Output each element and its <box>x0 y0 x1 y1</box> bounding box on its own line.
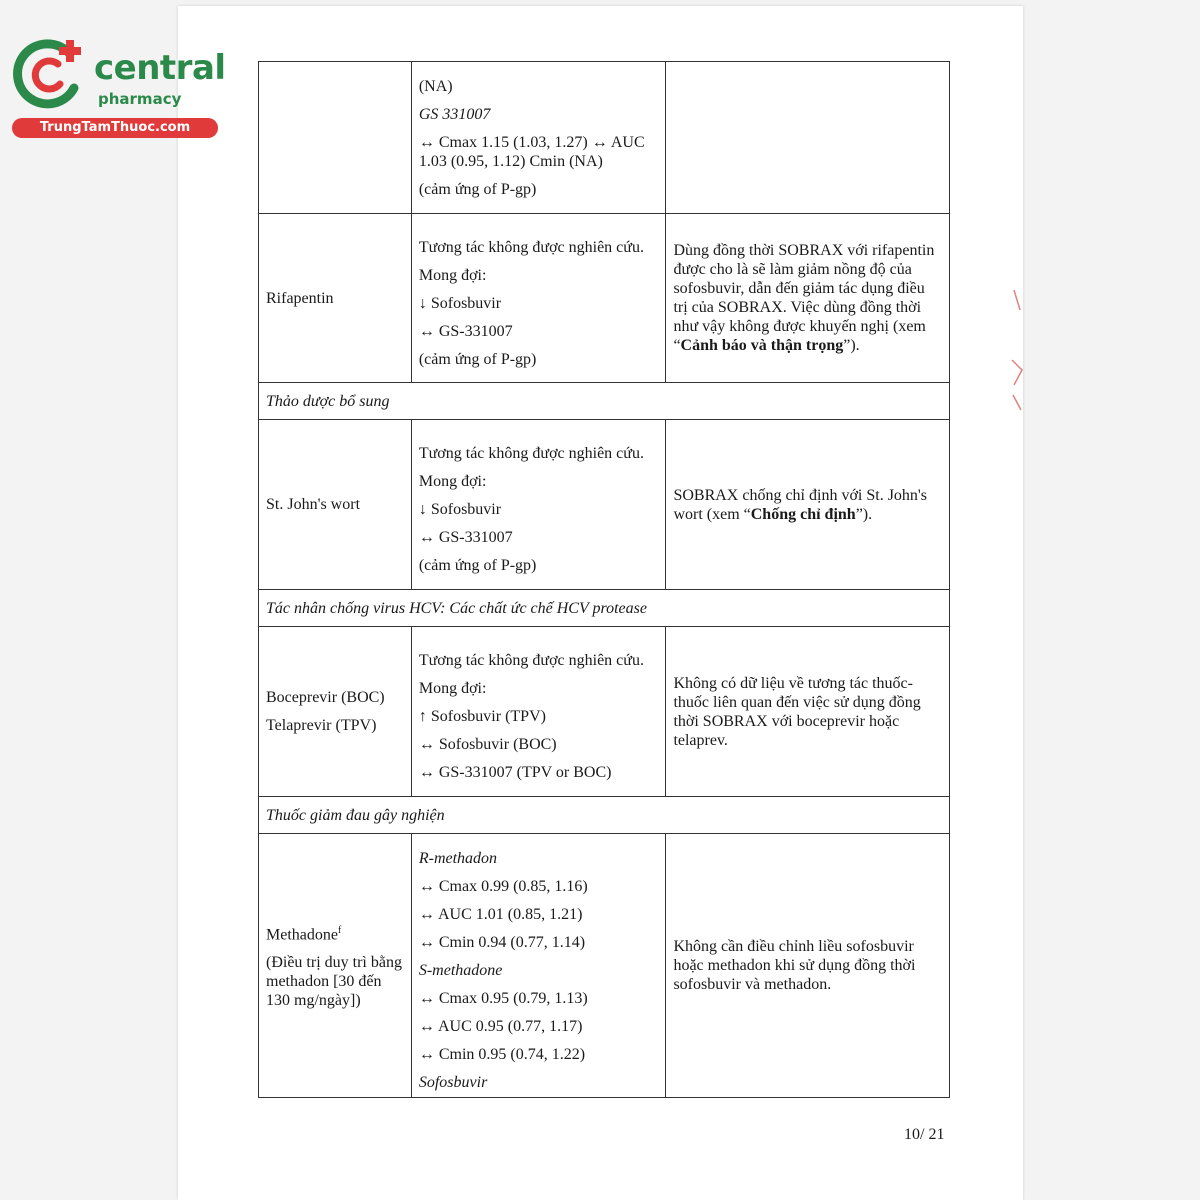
reference-warnings: Cảnh báo và thận trọng <box>680 337 844 354</box>
drug-name: Boceprevir (BOC) <box>266 689 385 706</box>
section-title: Thuốc giảm đau gây nghiện <box>259 797 950 834</box>
effect-line: ↔ Cmin 0.95 (0.74, 1.22) <box>418 1046 586 1063</box>
effect-heading: Sofosbuvir <box>418 1074 488 1091</box>
recommendation-cell <box>666 420 950 590</box>
effect-line: Tương tác không được nghiên cứu. <box>418 445 644 462</box>
pharmacy-cross-icon <box>8 36 98 116</box>
logo-website: TrungTamThuoc.com <box>12 118 218 138</box>
effect-line: ↑ Sofosbuvir (TPV) <box>418 708 546 725</box>
effect-line: Tương tác không được nghiên cứu. <box>418 652 644 669</box>
drug-cell <box>259 627 412 797</box>
effect-heading: S-methadone <box>418 962 503 979</box>
drug-cell: St. John's wort <box>259 420 412 590</box>
drug-interaction-table <box>258 61 950 1098</box>
red-stamp-edge-mark <box>1010 290 1024 420</box>
effect-line: ↔ GS-331007 <box>418 322 513 340</box>
effect-heading: R-methadon <box>418 850 498 867</box>
effect-cell <box>411 214 666 383</box>
table-row <box>259 62 950 214</box>
recommendation-text-end: ”). <box>855 505 873 523</box>
effect-line: ↔ Cmin 0.94 (0.77, 1.14) <box>418 934 586 951</box>
section-row <box>259 590 950 627</box>
effect-line: (cảm ứng of P-gp) <box>418 180 537 198</box>
central-pharmacy-logo <box>8 36 226 141</box>
effect-line: ↔ GS-331007 (TPV or BOC) <box>418 764 612 781</box>
table-row <box>259 627 950 797</box>
drug-name <box>266 921 404 944</box>
reference-contraindications: Chống chỉ định <box>750 505 856 523</box>
logo-subtitle: pharmacy <box>98 90 182 108</box>
section-row <box>259 797 950 834</box>
effect-line: Mong đợi: <box>418 266 487 284</box>
recommendation-text-end: ”). <box>843 337 860 354</box>
logo-brand: central <box>94 48 226 88</box>
recommendation-text: SOBRAX chống chỉ định với St. John's wort (xem “ <box>673 486 928 523</box>
effect-cell <box>411 627 666 797</box>
section-row <box>259 383 950 420</box>
effect-line: ↔ Sofosbuvir (BOC) <box>418 736 557 753</box>
recommendation-cell <box>666 62 950 214</box>
effect-line: ↔ Cmax 0.99 (0.85, 1.16) <box>418 878 588 895</box>
drug-dosage-note: (Điều trị duy trì bằng methadon [30 đến 130 mg/ngày]) <box>266 954 402 1010</box>
effect-line: (cảm ứng of P-gp) <box>418 350 537 368</box>
table-row <box>259 834 950 1098</box>
effect-cell <box>411 420 666 590</box>
recommendation-text: Dùng đồng thời SOBRAX với rifapentin được cho là sẽ làm giảm nồng độ của sofosbuvir, dẫn đến giảm tác dụng điều trị của SOBRAX. Việc dùng đồng thời như vậy không được khuyến nghị (xem “ <box>673 242 935 354</box>
effect-line: ↔ GS-331007 <box>418 529 513 546</box>
effect-line: GS 331007 <box>418 105 491 123</box>
effect-line: Tương tác không được nghiên cứu. <box>418 238 644 256</box>
effect-line: ↓ Sofosbuvir <box>418 501 502 518</box>
effect-line: ↔ Cmax 0.95 (0.79, 1.13) <box>418 990 588 1007</box>
effect-line: ↔ Cmax 1.15 (1.03, 1.27) ↔ AUC 1.03 (0.95, 1.12) Cmin (NA) <box>418 133 645 170</box>
drug-cell <box>259 62 412 214</box>
table-row <box>259 420 950 590</box>
effect-line: (cảm ứng of P-gp) <box>418 557 537 574</box>
effect-line: Mong đợi: <box>418 680 487 697</box>
effect-line: ↔ AUC 0.95 (0.77, 1.17) <box>418 1018 583 1035</box>
effect-line: (NA) <box>418 77 453 95</box>
recommendation-cell: Không có dữ liệu về tương tác thuốc-thuốc liên quan đến việc sử dụng đồng thời SOBRAX với boceprevir hoặc telaprev. <box>666 627 950 797</box>
table-row <box>259 214 950 383</box>
recommendation-cell: Không cần điều chỉnh liều sofosbuvir hoặc methadon khi sử dụng đồng thời sofosbuvir và methadon. <box>666 834 950 1098</box>
effect-line: ↔ AUC 1.01 (0.85, 1.21) <box>418 906 583 923</box>
effect-line: ↓ Sofosbuvir <box>418 294 502 312</box>
recommendation-cell <box>666 214 950 383</box>
section-title: Thảo dược bổ sung <box>259 383 950 420</box>
footnote-marker: f <box>337 924 342 936</box>
drug-name: Telaprevir (TPV) <box>266 717 377 734</box>
effect-line: Mong đợi: <box>418 473 487 490</box>
effect-cell <box>411 62 666 214</box>
section-title: Tác nhân chống virus HCV: Các chất ức chế HCV protease <box>259 590 950 627</box>
drug-cell: Rifapentin <box>259 214 412 383</box>
drug-name-text: Methadone <box>266 926 338 944</box>
effect-cell <box>411 834 666 1098</box>
page-number: 10/ 21 <box>904 1126 945 1143</box>
drug-cell <box>259 834 412 1098</box>
